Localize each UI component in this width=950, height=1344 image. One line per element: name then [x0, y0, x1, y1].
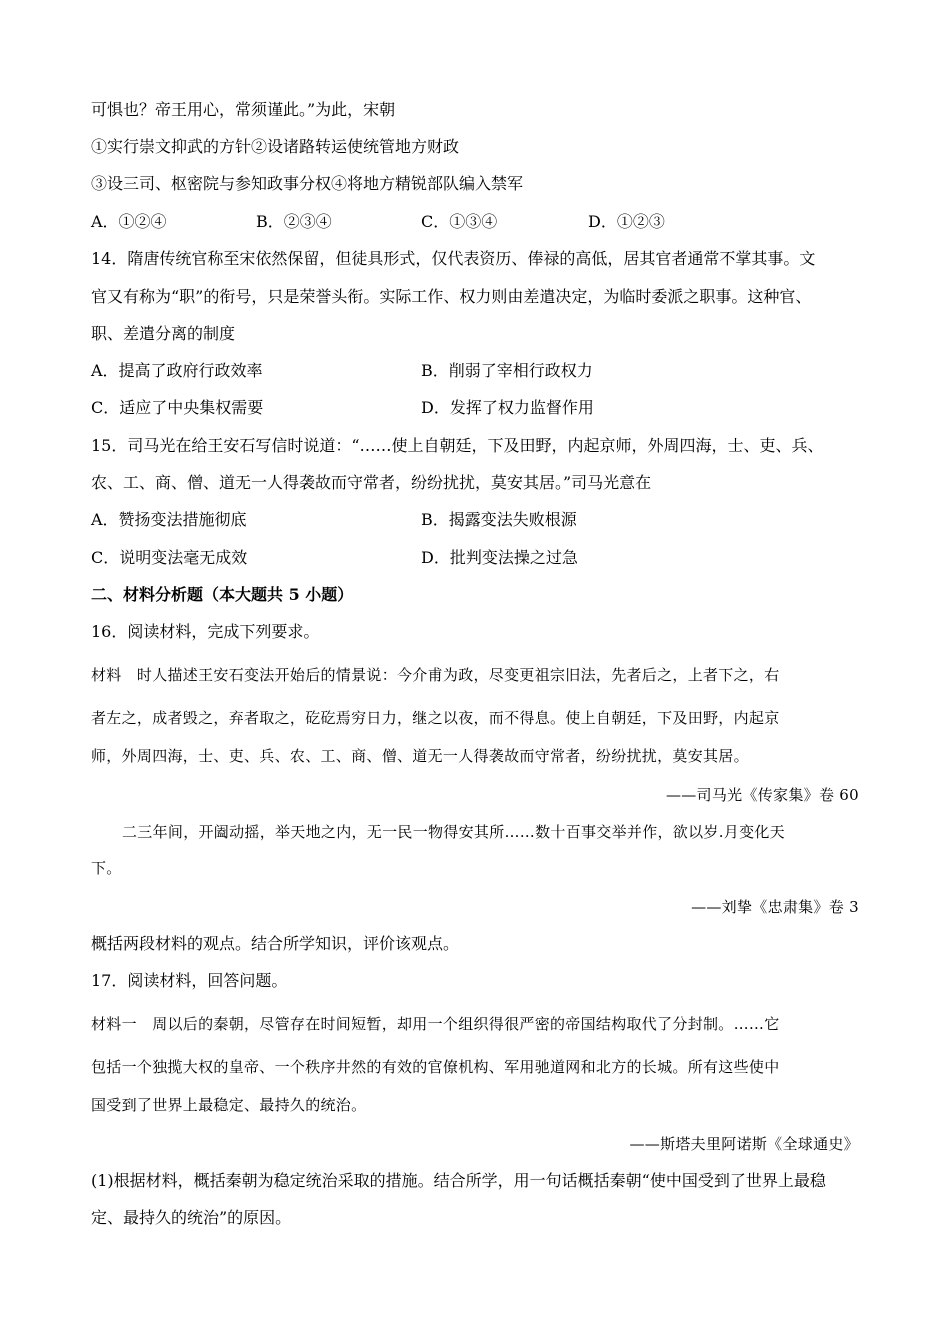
q13-option-b: B．②③④ [256, 212, 332, 231]
q17-material-line-3: 国受到了世界上最稳定、最持久的统治。 [91, 1096, 367, 1114]
q15-option-b: B．揭露变法失败根源 [421, 510, 577, 529]
q16-source-2: ——刘挚《忠肃集》卷 3 [691, 898, 859, 916]
q17-part1-line-2: 定、最持久的统治”的原因。 [91, 1208, 292, 1227]
q17-material-line-2: 包括一个独揽大权的皇帝、一个秩序井然的有效的官僚机构、军用驰道网和北方的长城。所有这些使中 [91, 1058, 780, 1076]
q16-stem: 16．阅读材料，完成下列要求。 [91, 622, 320, 641]
q15-option-d: D．批判变法操之过急 [421, 548, 578, 567]
q15-stem-line-2: 农、工、商、僧、道无一人得袭故而守常者，纷纷扰扰，莫安其居。”司马光意在 [91, 473, 652, 492]
q13-option-a: A．①②④ [91, 212, 167, 231]
q15-option-a: A．赞扬变法措施彻底 [91, 510, 247, 529]
q16-material-line-5: 下。 [91, 859, 122, 877]
section-heading: 二、材料分析题（本大题共 5 小题） [91, 585, 354, 604]
q14-stem-line-1: 14．隋唐传统官称至宋依然保留，但徒具形式，仅代表资历、俸禄的高低，居其官者通常不掌其事。文 [91, 249, 816, 268]
q15-option-c: C．说明变法毫无成效 [91, 548, 248, 567]
q14-option-c: C．适应了中央集权需要 [91, 398, 264, 417]
q17-material-line-1: 材料一 周以后的秦朝，尽管存在时间短暂，却用一个组织得很严密的帝国结构取代了分封制。……它 [91, 1015, 780, 1033]
q13-statement-1-2: ①实行崇文抑武的方针②设诸路转运使统管地方财政 [91, 137, 460, 156]
q14-stem-line-3: 职、差遣分离的制度 [91, 324, 236, 343]
q13-option-d: D．①②③ [588, 212, 665, 231]
q14-option-b: B．削弱了宰相行政权力 [421, 361, 593, 380]
q17-part1-line-1: (1)根据材料，概括秦朝为稳定统治采取的措施。结合所学，用一句话概括秦朝“使中国受到了世界上最稳 [91, 1171, 826, 1190]
q16-material-line-3: 师，外周四海，士、吏、兵、农、工、商、僧、道无一人得袭故而守常者，纷纷扰扰，莫安其居。 [91, 747, 749, 765]
q15-stem-line-1: 15．司马光在给王安石写信时说道：“……使上自朝廷，下及田野，内起京师，外周四海，士、吏、兵、 [91, 436, 824, 455]
q16-task: 概括两段材料的观点。结合所学知识，评价该观点。 [91, 934, 460, 953]
q16-material-line-2: 者左之，成者毁之，弃者取之，矻矻焉穷日力，继之以夜，而不得息。使上自朝廷，下及田野，内起京 [91, 709, 780, 727]
q16-material-line-1: 材料 时人描述王安石变法开始后的情景说：今介甫为政，尽变更祖宗旧法，先者后之，上者下之，右 [91, 666, 780, 684]
q14-option-d: D．发挥了权力监督作用 [421, 398, 594, 417]
q14-option-a: A．提高了政府行政效率 [91, 361, 263, 380]
q16-material-line-4: 二三年间，开阖动摇，举天地之内，无一民一物得安其所……数十百事交举并作，欲以岁.月变化天 [122, 823, 785, 841]
q17-stem: 17．阅读材料，回答问题。 [91, 971, 288, 990]
q16-source-1: ——司马光《传家集》卷 60 [665, 786, 859, 804]
q13-option-c: C．①③④ [421, 212, 498, 231]
q17-source: ——斯塔夫里阿诺斯《全球通史》 [629, 1135, 859, 1153]
q13-stem-end: 可惧也？帝王用心，常须谨此。”为此，宋朝 [91, 100, 396, 119]
q14-stem-line-2: 官又有称为“职”的衔号，只是荣誉头衔。实际工作、权力则由差遣决定，为临时委派之职事。这种官、 [91, 287, 812, 306]
q13-statement-3-4: ③设三司、枢密院与参知政事分权④将地方精锐部队编入禁军 [91, 174, 524, 193]
